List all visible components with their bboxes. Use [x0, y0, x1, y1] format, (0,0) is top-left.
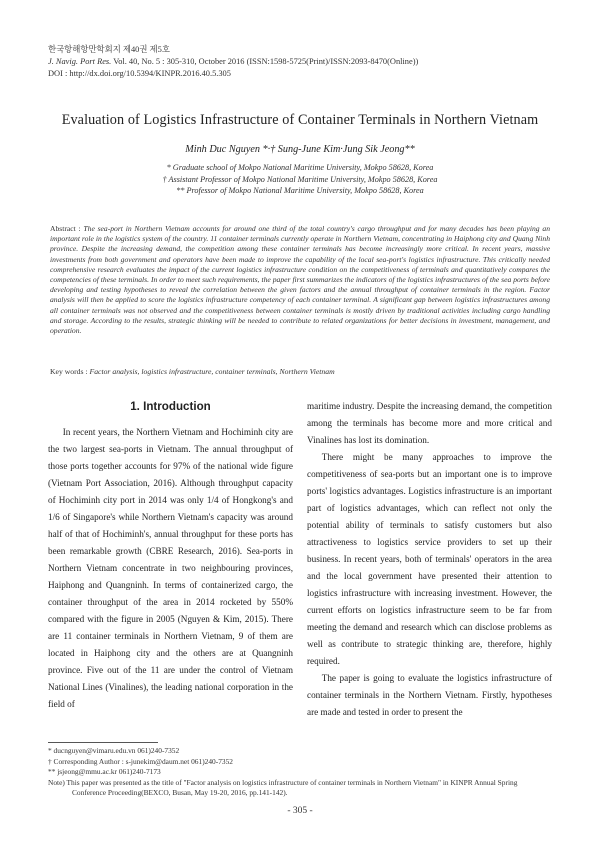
keywords-text: Factor analysis, logistics infrastructure, container terminals, Northern Vietnam [89, 367, 335, 376]
affiliation-2: † Assistant Professor of Mokpo National Maritime University, Mokpo 58628, Korea [162, 174, 438, 184]
journal-korean-title: 한국항해항만학회지 제40권 제5호 [48, 45, 170, 54]
footnote-divider [48, 742, 158, 743]
body-paragraph: In recent years, the Northern Vietnam and Hochiminh city are the two largest sea-ports in Vietnam. The annual throughput of those ports together accounts for 97% of the national wide figure (Vietnam Port Association, 2016). Although throughput capacity of Hochiminh city port in 2014 was only 1/4 of Hongkong's and 1/6 of Singapore's while Northern Vietnam's capacity was around half of that of Hochiminh's, annual throughput for these ports has been remarkable growth (CBRE Research, 2016). Sea-ports in Northern Vietnam concentrate in two neighbouring provinces, Haiphong and Quangninh. In terms of containerized cargo, the container throughput of the area in 2014 rocketed by 550% compared with the figure in 2005 (Nguyen & Kim, 2015). There are 11 container terminals in Northern Vietnam, 9 of them are located in Haiphong city and the others are at Quangninh province. Five out of the 11 are under the control of Vietnam National Lines (Vinalines), the leading national corporation in the field of [48, 427, 293, 709]
doi: DOI : http://dx.doi.org/10.5394/KINPR.2016.40.5.305 [48, 69, 231, 78]
keywords [50, 367, 550, 376]
affiliation-1: * Graduate school of Mokpo National Maritime University, Mokpo 58628, Korea [166, 163, 434, 172]
paper-title: Evaluation of Logistics Infrastructure of Container Terminals in Northern Vietnam [61, 112, 539, 128]
journal-header [48, 44, 418, 80]
footnote-2: † Corresponding Author : s-junekim@daum.net 061)240-7352 [48, 756, 233, 766]
body-paragraph-continued: maritime industry. Despite the increasing demand, the competition among the terminals has become more and more critical and Vinalines has lost its domination. [307, 401, 552, 445]
footnote-1: * ducnguyen@vimaru.edu.vn 061)240-7352 [48, 746, 180, 755]
footnotes [48, 746, 552, 799]
right-column [307, 398, 552, 721]
page-number: - 305 - [287, 806, 313, 816]
footnote-note: Note) This paper was presented as the title of "Factor analysis on logistics infrastructure of container terminals in Northern Vietnam" in KINPR Annual Spring Conference Proceeding(BEXCO, Busan, May 19-20, 2016, pp.141-142). [48, 777, 518, 798]
abstract-text: The sea-port in Northern Vietnam accounts for around one third of the total country's cargo throughput and for many decades has been playing an important role in the logistics system of the country. 11 container terminals currently operate in Northern Vietnam, concentrating in Haiphong city and Quang Ninh province. Despite the increasing demand, the competition among these container terminals has become increasingly more critical. In recent years, massive investments from both government and operators have been made to improve the capability of the local sea-port's logistics infrastructure. This critically needed comprehensive research evaluates the impact of the current logistics infrastructure condition on the competitiveness of terminals and quantitatively compares the competencies of these terminals. In order to meet such requirements, the paper first summarizes the indicators of the logistics infrastructures of the sea ports before developing and testing hypotheses to reveal the correlation between the given factors and the annual throughput of container terminals in the region. Factor analysis will then be applied to score the logistics infrastructure competency of each container terminal. A significant gap between logistics infrastructures among all container terminals was not observed and the competitiveness between container terminals is mostly driven by traditional activities including cargo handling and storage. According to the results, strategic thinking will be needed to contribute to related organizations for better decisions in investment, management, and operation. [50, 224, 550, 336]
footnote-3: ** jsjeong@mmu.ac.kr 061)240-7173 [48, 767, 161, 777]
journal-abbrev: J. Navig. Port Res. [48, 57, 112, 66]
affiliation-3: ** Professor of Mokpo National Maritime University, Mokpo 58628, Korea [176, 186, 424, 195]
authors: Minh Duc Nguyen *·† Sung-June Kim·Jung Sik Jeong** [185, 144, 415, 155]
journal-citation [48, 56, 418, 68]
abstract [50, 224, 550, 336]
abstract-label: Abstract : [50, 224, 84, 233]
affiliations [20, 162, 580, 197]
left-column [48, 398, 293, 713]
keywords-label: Key words : [50, 367, 90, 376]
body-paragraph: There might be many approaches to improve the competitiveness of sea-ports but an important one is to improve ports' logistics advantages. Logistics infrastructure is an important part of logistics advantages, which can reflect not only the potential ability of terminals to satisfy customers but also attractiveness to logistics service providers to set up their business. In recent years, both of terminals' operators in the area and the local government have presented their attention to logistics infrastructure with increasing investment. However, the current efforts on logistics infrastructure seem to be far from meeting the demand and research which can disclose problems as well as contribute to strategic thinking are, therefore, highly required. [307, 452, 552, 666]
section-heading: 1. Introduction [130, 400, 211, 413]
body-paragraph: The paper is going to evaluate the logistics infrastructure of container terminals in the Northern Vietnam. Firstly, hypotheses are made and tested in order to present the [307, 673, 552, 717]
journal-volume-info: Vol. 40, No. 5 : 305-310, October 2016 (ISSN:1598-5725(Print)/ISSN:2093-8470(Online)) [111, 57, 419, 66]
